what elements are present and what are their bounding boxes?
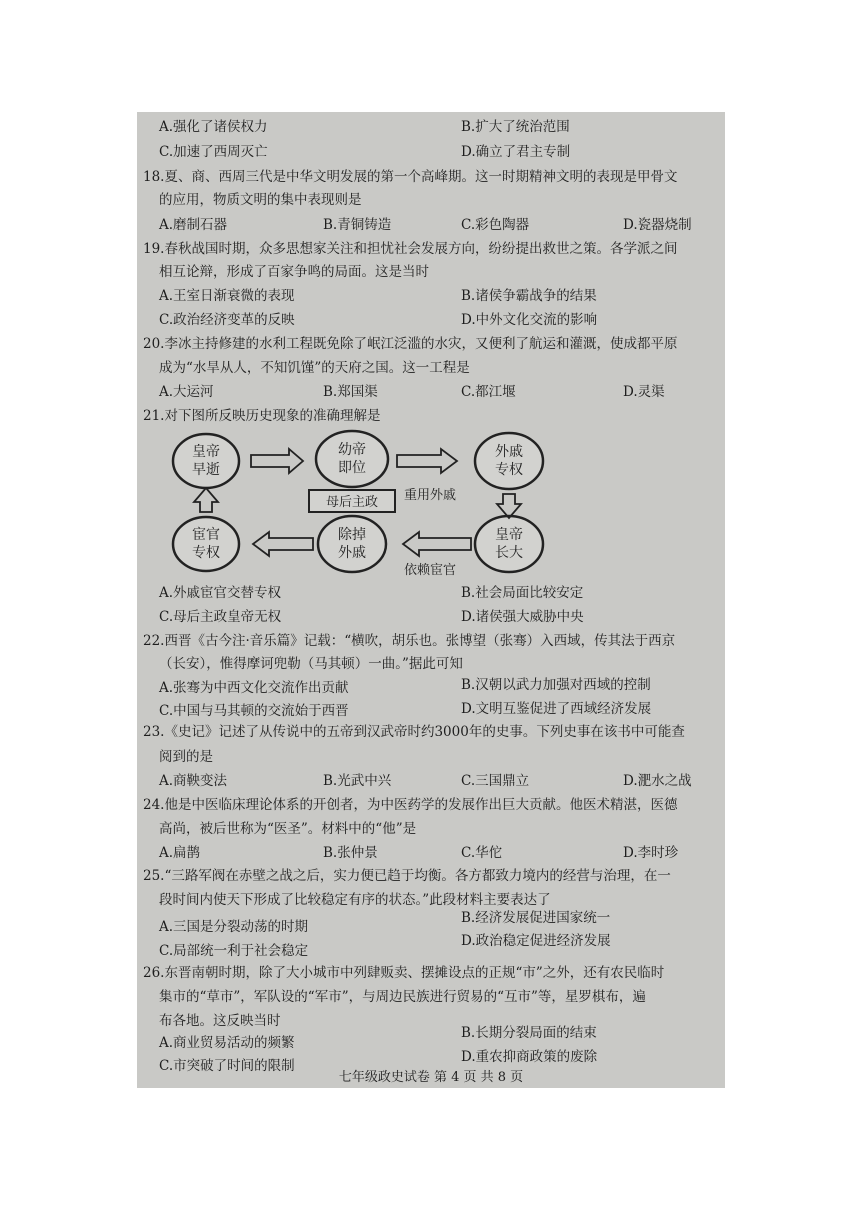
svg-text:长大: 长大: [495, 545, 523, 561]
q22-option-a: A.张骞为中西文化交流作出贡献: [159, 680, 349, 696]
q26-option-b: B.长期分裂局面的结束: [461, 1025, 597, 1041]
q19-option-a: A.王室日渐衰微的表现: [159, 288, 295, 304]
q21-option-d: D.诸侯强大威胁中央: [461, 609, 584, 625]
q24-option-d: D.李时珍: [623, 845, 679, 861]
arrow-right-top-2: [397, 449, 457, 473]
svg-text:专权: 专权: [495, 462, 523, 478]
q18-option-a: A.磨制石器: [159, 217, 228, 233]
q18-option-d: D.瓷器烧制: [623, 217, 692, 233]
q23-option-c: C.三国鼎立: [461, 773, 530, 789]
q21-option-c: C.母后主政皇帝无权: [159, 609, 282, 625]
q22-option-c: C.中国与马其顿的交流始于西晋: [159, 703, 349, 719]
q26-option-a: A.商业贸易活动的频繁: [159, 1035, 295, 1051]
q19-option-d: D.中外文化交流的影响: [461, 312, 598, 328]
option-b: B.扩大了统治范围: [461, 119, 570, 135]
question-26-line-2: 集市的“草市”，军队设的“军市”，与周边民族进行贸易的“互市”等，星罗棋布，遍: [159, 989, 646, 1005]
question-24-line-2: 高尚，被后世称为“医圣”。材料中的“他”是: [159, 821, 417, 837]
node-emperor-grows-up: [475, 516, 543, 572]
q24-option-b: B.张仲景: [323, 845, 378, 861]
q21-option-a: A.外戚宦官交替专权: [159, 585, 282, 601]
q23-option-a: A.商鞅变法: [159, 773, 228, 789]
q21-option-b: B.社会局面比较安定: [461, 585, 584, 601]
node-consort-clan-power: [475, 433, 543, 489]
page-footer: 七年级政史试卷 第 4 页 共 8 页: [338, 1070, 524, 1085]
question-19-line-2: 相互论辩，形成了百家争鸣的局面。这是当时: [159, 264, 429, 280]
svg-text:专权: 专权: [192, 545, 220, 561]
svg-text:宦官: 宦官: [192, 527, 220, 543]
arrow-left-bottom-2: [253, 532, 313, 556]
arrow-right-top-1: [251, 449, 303, 473]
option-c: C.加速了西周灭亡: [159, 144, 268, 160]
q20-option-d: D.灵渠: [623, 384, 665, 400]
q22-option-b: B.汉朝以武力加强对西域的控制: [461, 677, 651, 693]
q19-option-c: C.政治经济变革的反映: [159, 312, 295, 328]
question-22-line-1: 22.西晋《古今注·音乐篇》记载：“横吹，胡乐也。张博望（张骞）入西域，传其法于西京: [143, 633, 676, 649]
question-23-line-2: 阅到的是: [159, 749, 213, 765]
label-rely-eunuchs: 依赖宦官: [403, 563, 457, 578]
label-rely-consort-clan: 重用外戚: [403, 488, 457, 503]
option-d: D.确立了君主专制: [461, 144, 571, 160]
q20-option-c: C.都江堰: [461, 384, 516, 400]
node-young-emperor-enthroned: [316, 431, 388, 487]
question-18-line-2: 的应用，物质文明的集中表现则是: [159, 192, 362, 208]
q26-option-d: D.重农抑商政策的废除: [461, 1049, 598, 1065]
q22-option-d: D.文明互鉴促进了西域经济发展: [461, 701, 652, 717]
q20-option-b: B.郑国渠: [323, 384, 378, 400]
q25-option-a: A.三国是分裂动荡的时期: [159, 919, 309, 935]
q24-option-c: C.华佗: [461, 845, 503, 861]
svg-text:皇帝: 皇帝: [192, 444, 220, 460]
svg-text:即位: 即位: [338, 460, 366, 476]
svg-text:外戚: 外戚: [495, 444, 523, 460]
q25-option-b: B.经济发展促进国家统一: [461, 910, 611, 926]
question-25-line-1: 25.“三路军阀在赤壁之战之后，实力便已趋于均衡。各方都致力境内的经营与治理，在一: [143, 868, 671, 884]
svg-text:幼帝: 幼帝: [338, 442, 366, 458]
q18-option-b: B.青铜铸造: [323, 217, 392, 233]
question-26-line-3: 布各地。这反映当时: [159, 1013, 281, 1029]
question-20-line-1: 20.李冰主持修建的水利工程既免除了岷江泛滥的水灾，又便利了航运和灌溉，使成都平原: [143, 336, 678, 352]
question-21-line-1: 21.对下图所反映历史现象的准确理解是: [143, 408, 381, 424]
question-18-line-1: 18.夏、商、西周三代是中华文明发展的第一个高峰期。这一时期精神文明的表现是甲骨文: [143, 169, 678, 185]
node-emperor-early-death: [173, 434, 239, 488]
question-24-line-1: 24.他是中医临床理论体系的开创者，为中医药学的发展作出巨大贡献。他医术精湛，医德: [143, 797, 678, 813]
q20-option-a: A.大运河: [159, 384, 214, 400]
question-25-line-2: 段时间内使天下形成了比较稳定有序的状态。”此段材料主要表达了: [159, 892, 551, 908]
q24-option-a: A.扁鹊: [159, 845, 201, 861]
svg-text:早逝: 早逝: [192, 462, 220, 478]
q19-option-b: B.诸侯争霸战争的结果: [461, 288, 597, 304]
arrow-down: [497, 494, 521, 518]
node-remove-consort-clan: [318, 516, 386, 572]
question-23-line-1: 23.《史记》记述了从传说中的五帝到汉武帝时约3000年的史事。下列史事在该书中可能查: [143, 724, 685, 740]
q25-option-d: D.政治稳定促进经济发展: [461, 933, 611, 949]
svg-text:皇帝: 皇帝: [495, 527, 523, 543]
question-20-line-2: 成为“水旱从人，不知饥馑”的天府之国。这一工程是: [159, 360, 470, 376]
question-26-line-1: 26.东晋南朝时期，除了大小城市中列肆贩卖、摆摊设点的正规“市”之外，还有农民临时: [143, 965, 665, 981]
cycle-diagram: [137, 424, 725, 584]
q26-option-c: C.市突破了时间的限制: [159, 1058, 295, 1074]
empress-regency-box: [309, 490, 395, 512]
svg-text:除掉: 除掉: [338, 527, 366, 543]
q23-option-b: B.光武中兴: [323, 773, 392, 789]
svg-text:母后主政: 母后主政: [325, 495, 379, 510]
exam-page: [137, 112, 725, 1088]
q23-option-d: D.淝水之战: [623, 773, 692, 789]
option-a: A.强化了诸侯权力: [159, 119, 268, 135]
svg-text:外戚: 外戚: [338, 545, 366, 561]
q25-option-c: C.局部统一利于社会稳定: [159, 943, 309, 959]
arrow-left-bottom-1: [403, 532, 471, 556]
q18-option-c: C.彩色陶器: [461, 217, 530, 233]
arrow-up: [194, 488, 218, 512]
question-22-line-2: （长安），惟得摩诃兜勒（马其顿）一曲。”据此可知: [159, 656, 463, 672]
node-eunuch-power: [173, 517, 239, 571]
question-19-line-1: 19.春秋战国时期，众多思想家关注和担忧社会发展方向，纷纷提出救世之策。各学派之间: [143, 241, 678, 257]
